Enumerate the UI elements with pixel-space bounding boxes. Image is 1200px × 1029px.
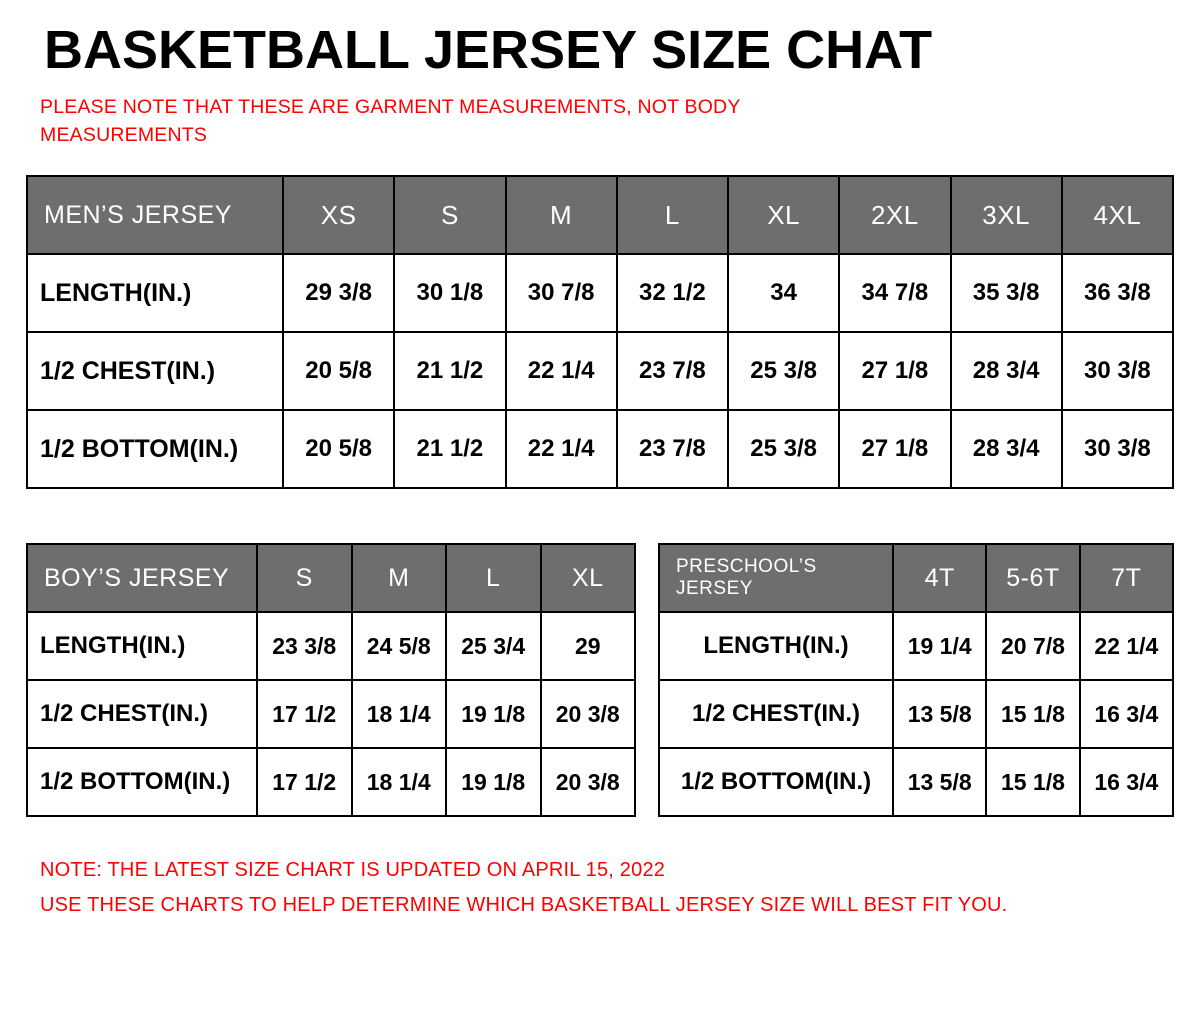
table-row — [27, 748, 635, 816]
cell-value: 25 3/4 — [446, 612, 541, 680]
column-header-l: L — [446, 544, 541, 612]
bottom-notes — [40, 853, 1174, 923]
size-chart-page — [0, 22, 1200, 1029]
cell-value: 23 7/8 — [617, 410, 728, 488]
column-header-3xl: 3XL — [951, 176, 1062, 254]
cell-value: 30 7/8 — [506, 254, 617, 332]
table-row — [659, 612, 1173, 680]
row-label-half-bottom: 1/2 BOTTOM(IN.) — [27, 410, 283, 488]
cell-value: 15 1/8 — [986, 680, 1079, 748]
column-header-boys-jersey: BOY’S JERSEY — [27, 544, 257, 612]
cell-value: 20 5/8 — [283, 410, 394, 488]
row-label-length: LENGTH(IN.) — [27, 254, 283, 332]
cell-value: 17 1/2 — [257, 748, 352, 816]
column-header-5-6t: 5-6T — [986, 544, 1079, 612]
column-header-4xl: 4XL — [1062, 176, 1173, 254]
cell-value: 23 7/8 — [617, 332, 728, 410]
cell-value: 36 3/8 — [1062, 254, 1173, 332]
cell-value: 25 3/8 — [728, 410, 839, 488]
cell-value: 22 1/4 — [506, 332, 617, 410]
cell-value: 30 3/8 — [1062, 410, 1173, 488]
cell-value: 34 7/8 — [839, 254, 950, 332]
cell-value: 20 5/8 — [283, 332, 394, 410]
cell-value: 20 3/8 — [541, 680, 636, 748]
table-row — [27, 680, 635, 748]
cell-value: 27 1/8 — [839, 410, 950, 488]
column-header-preschool-jersey: PRESCHOOL’S JERSEY — [659, 544, 893, 612]
cell-value: 21 1/2 — [394, 410, 505, 488]
cell-value: 32 1/2 — [617, 254, 728, 332]
column-header-xl: XL — [541, 544, 636, 612]
cell-value: 19 1/8 — [446, 680, 541, 748]
table-header-row — [659, 544, 1173, 612]
cell-value: 19 1/8 — [446, 748, 541, 816]
column-header-7t: 7T — [1080, 544, 1173, 612]
cell-value: 18 1/4 — [352, 748, 447, 816]
row-label-half-chest: 1/2 CHEST(IN.) — [27, 680, 257, 748]
column-header-4t: 4T — [893, 544, 986, 612]
row-label-half-bottom: 1/2 BOTTOM(IN.) — [659, 748, 893, 816]
cell-value: 19 1/4 — [893, 612, 986, 680]
cell-value: 25 3/8 — [728, 332, 839, 410]
cell-value: 35 3/8 — [951, 254, 1062, 332]
column-header-mens-jersey: MEN’S JERSEY — [27, 176, 283, 254]
cell-value: 13 5/8 — [893, 748, 986, 816]
cell-value: 21 1/2 — [394, 332, 505, 410]
cell-value: 18 1/4 — [352, 680, 447, 748]
row-label-length: LENGTH(IN.) — [659, 612, 893, 680]
boys-jersey-size-table — [26, 543, 636, 817]
column-header-l: L — [617, 176, 728, 254]
mens-jersey-size-table — [26, 175, 1174, 489]
cell-value: 29 3/8 — [283, 254, 394, 332]
column-header-m: M — [352, 544, 447, 612]
bottom-note-line-2: USE THESE CHARTS TO HELP DETERMINE WHICH BASKETBALL JERSEY SIZE WILL BEST FIT YOU. — [40, 894, 1008, 917]
top-note: PLEASE NOTE THAT THESE ARE GARMENT MEASUREMENTS, NOT BODY MEASUREMENTS — [40, 95, 741, 146]
cell-value: 20 3/8 — [541, 748, 636, 816]
cell-value: 30 1/8 — [394, 254, 505, 332]
cell-value: 28 3/4 — [951, 332, 1062, 410]
column-header-s: S — [257, 544, 352, 612]
cell-value: 16 3/4 — [1080, 680, 1173, 748]
cell-value: 15 1/8 — [986, 748, 1079, 816]
cell-value: 29 — [541, 612, 636, 680]
table-row — [27, 410, 1173, 488]
column-header-s: S — [394, 176, 505, 254]
column-header-xl: XL — [728, 176, 839, 254]
cell-value: 22 1/4 — [506, 410, 617, 488]
table-row — [659, 748, 1173, 816]
cell-value: 22 1/4 — [1080, 612, 1173, 680]
cell-value: 27 1/8 — [839, 332, 950, 410]
cell-value: 34 — [728, 254, 839, 332]
cell-value: 24 5/8 — [352, 612, 447, 680]
column-header-m: M — [506, 176, 617, 254]
table-row — [27, 332, 1173, 410]
cell-value: 16 3/4 — [1080, 748, 1173, 816]
table-header-row — [27, 544, 635, 612]
cell-value: 17 1/2 — [257, 680, 352, 748]
cell-value: 20 7/8 — [986, 612, 1079, 680]
column-header-xs: XS — [283, 176, 394, 254]
row-label-half-bottom: 1/2 BOTTOM(IN.) — [27, 748, 257, 816]
lower-tables-container — [26, 543, 1174, 817]
cell-value: 28 3/4 — [951, 410, 1062, 488]
table-row — [659, 680, 1173, 748]
bottom-note-line-1: NOTE: THE LATEST SIZE CHART IS UPDATED ON APRIL 15, 2022 — [40, 859, 666, 882]
cell-value: 23 3/8 — [257, 612, 352, 680]
row-label-length: LENGTH(IN.) — [27, 612, 257, 680]
table-row — [27, 612, 635, 680]
table-header-row — [27, 176, 1173, 254]
page-title: BASKETBALL JERSEY SIZE CHAT — [44, 20, 933, 80]
column-header-2xl: 2XL — [839, 176, 950, 254]
preschool-jersey-size-table — [658, 543, 1174, 817]
row-label-half-chest: 1/2 CHEST(IN.) — [27, 332, 283, 410]
table-row — [27, 254, 1173, 332]
cell-value: 30 3/8 — [1062, 332, 1173, 410]
row-label-half-chest: 1/2 CHEST(IN.) — [659, 680, 893, 748]
cell-value: 13 5/8 — [893, 680, 986, 748]
